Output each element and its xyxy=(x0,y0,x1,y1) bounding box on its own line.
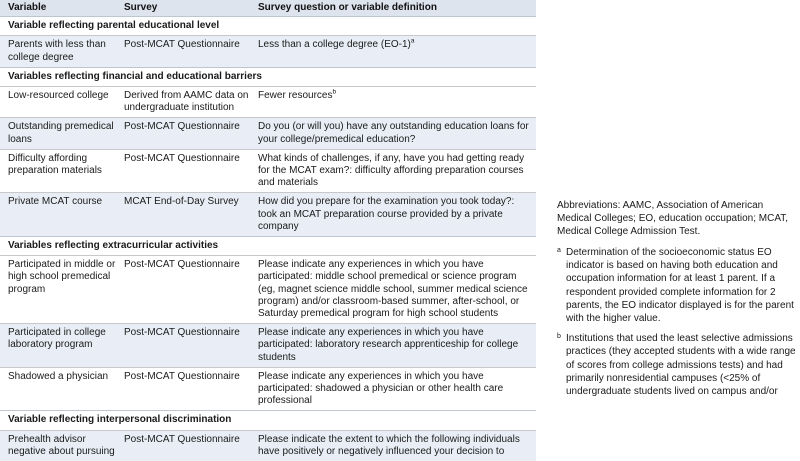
abbreviations-note: Abbreviations: AAMC, Association of American Medical Colleges; EO, education occupation; MCAT, Medical College Admission Test. xyxy=(557,200,789,237)
cell-survey: Post-MCAT Questionnaire xyxy=(124,327,240,339)
cell-variable: Outstanding premedical loans xyxy=(8,121,114,145)
cell-definition: Please indicate the extent to which the following individuals have positively or negatively influenced your decision to xyxy=(258,433,520,457)
cell-survey: Post-MCAT Questionnaire xyxy=(124,121,240,133)
table-row xyxy=(0,117,536,148)
footnote-mark: b xyxy=(557,333,561,341)
cell-variable: Low-resourced college xyxy=(8,90,109,102)
footnote-ref: a xyxy=(410,38,415,46)
cell-survey: Post-MCAT Questionnaire xyxy=(124,152,240,164)
cell-definition: Please indicate any experiences in which you have participated: laboratory research apprenticeship for college students xyxy=(258,327,519,363)
cell-survey: MCAT End-of-Day Survey xyxy=(124,196,239,208)
footnote-ref: b xyxy=(332,88,337,96)
table-row xyxy=(0,255,536,323)
section-title: Variables reflecting financial and educational barriers xyxy=(0,67,536,86)
table-row xyxy=(0,367,536,411)
table-notes xyxy=(557,199,797,405)
header-variable: Variable xyxy=(8,2,47,13)
cell-survey: Post-MCAT Questionnaire xyxy=(124,39,240,51)
cell-definition: Please indicate any experiences in which you have participated: middle school premedical or science program (eg, magnet science middle school, summer medical science program) and/or classroom-based summer, after-school, or Saturday premedical program for high school students xyxy=(258,259,528,320)
table-row xyxy=(0,430,536,461)
table-row xyxy=(0,192,536,236)
cell-definition xyxy=(258,87,536,117)
cell-variable: Participated in middle or high school premedical program xyxy=(8,259,116,295)
cell-variable: Difficulty affording preparation materials xyxy=(8,152,102,177)
cell-variable: Prehealth advisor negative about pursuing xyxy=(8,433,115,457)
table-row xyxy=(0,149,536,193)
definition-text: Fewer resources xyxy=(258,90,333,102)
cell-survey: Derived from AAMC data on undergraduate institution xyxy=(124,90,249,114)
cell-survey: Post-MCAT Questionnaire xyxy=(124,433,240,445)
section-title: Variable reflecting parental educational level xyxy=(0,16,536,35)
footnote xyxy=(557,246,797,325)
definition-text: Less than a college degree (EO-1) xyxy=(258,39,411,51)
footnote xyxy=(557,332,797,398)
cell-definition xyxy=(258,36,536,66)
header-definition: Survey question or variable definition xyxy=(258,2,437,13)
table-row xyxy=(0,35,536,66)
cell-variable: Shadowed a physician xyxy=(8,370,109,382)
cell-survey: Post-MCAT Questionnaire xyxy=(124,259,240,271)
cell-survey: Post-MCAT Questionnaire xyxy=(124,370,240,382)
header-survey: Survey xyxy=(124,2,158,13)
cell-variable: Participated in college laboratory program xyxy=(8,327,106,351)
cell-definition: What kinds of challenges, if any, have you had getting ready for the MCAT exam?: difficulty affording preparation courses and materials xyxy=(258,152,525,189)
section-title: Variables reflecting extracurricular activities xyxy=(0,236,536,255)
footnote-mark: a xyxy=(557,247,561,254)
table-row xyxy=(0,323,536,367)
table-header-row xyxy=(0,0,536,16)
section-title: Variable reflecting interpersonal discrimination xyxy=(0,410,536,429)
cell-variable: Private MCAT course xyxy=(8,196,103,208)
cell-definition: Do you (or will you) have any outstanding education loans for your college/premedical education? xyxy=(258,121,529,145)
cell-definition: How did you prepare for the examination you took today?: took an MCAT preparation course provided by a private company xyxy=(258,196,515,232)
footnote-text: Institutions that used the least selective admissions practices (they accepted students with a wide range of scores from college admissions tests) and had primarily nonresidential campuses (<25% of undergraduate students lived on campus and/or xyxy=(566,333,796,398)
footnote-text: Determination of the socioeconomic status EO indicator is based on having both education and occupation information for at least 1 parent. If a respondent provided complete information for 2 parents, the EO indicator displayed is for the parent with the higher value. xyxy=(566,247,794,325)
cell-variable: Parents with less than college degree xyxy=(8,39,106,63)
table-row xyxy=(0,86,536,117)
cell-definition: Please indicate any experiences in which you have participated: shadowed a physician or other health care professional xyxy=(258,370,504,407)
